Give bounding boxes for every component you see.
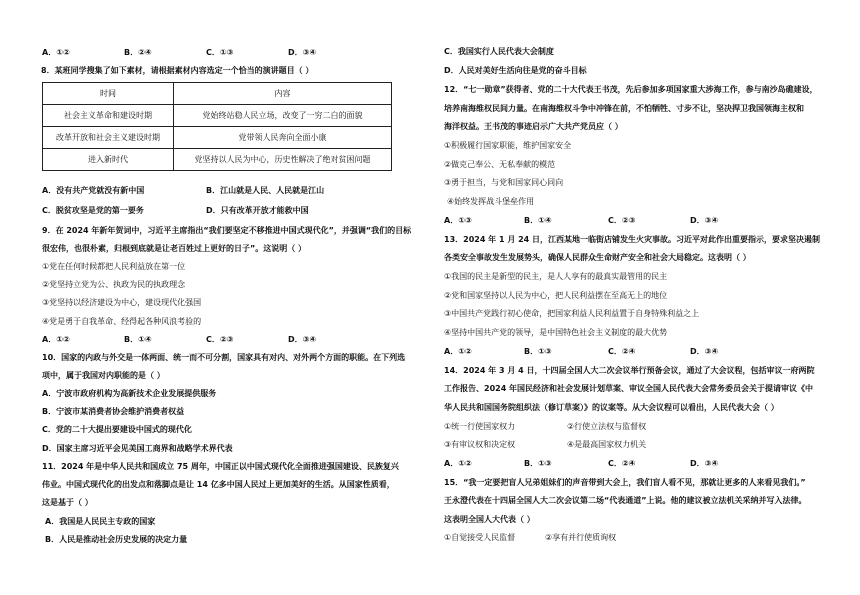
q7-option-d: D．③④ — [288, 48, 317, 57]
q7-option-c: C．①③ — [206, 48, 234, 57]
q8-options-row2 — [42, 207, 392, 217]
q14-items-row1 — [444, 423, 804, 433]
q15-items-row — [444, 534, 804, 544]
q14-item: ②行使立法权与监督权 — [567, 422, 647, 431]
q12-item: ②做克己奉公、无私奉献的模范 — [444, 160, 556, 169]
q11-option-d: D．人民对美好生活向往是党的奋斗目标 — [444, 66, 587, 75]
q9-option-b: B．①④ — [124, 335, 152, 344]
q11-option-c: C．我国实行人民代表大会制度 — [444, 47, 554, 56]
q12-stem-line: 12．“七一勋章”获得者、党的二十大代表王书茂，先后参加多项国家重大涉海工作，参与南沙岛礁建设， — [444, 85, 818, 94]
table-header: 时间 — [43, 83, 174, 105]
table-header: 内容 — [174, 83, 392, 105]
q13-item: ③中国共产党践行初心使命，把国家利益人民利益置于自身特殊利益之上 — [444, 309, 700, 318]
table-cell: 改革开放和社会主义建设时期 — [43, 127, 174, 149]
q14-stem-line: 工作报告、2024 年国民经济和社会发展计划草案、审议全国人民代表大会常务委员会关于提请审议《中 — [444, 384, 814, 393]
q14-items-row2 — [444, 441, 804, 451]
q9-item: ④党是勇于自我革命、经得起各种风浪考验的 — [42, 317, 202, 326]
q12-item: ③勇于担当，与党和国家同心同向 — [444, 178, 564, 187]
q9-option-c: C．②③ — [206, 335, 234, 344]
q10-option-b: B．宁波市某消费者协会维护消费者权益 — [42, 407, 185, 416]
q10-option-a: A．宁波市政府机构为高新技术企业发展提供服务 — [42, 389, 217, 398]
table-header-row — [43, 83, 392, 105]
q14-stem-line: 14．2024 年 3 月 4 日，十四届全国人大二次会议举行预备会议，通过了大会议程，包括审议一府两院 — [444, 366, 815, 375]
q14-options — [444, 460, 804, 470]
q7-option-b: B．②④ — [124, 48, 152, 57]
q11-option-b: B．人民是推动社会历史发展的决定力量 — [45, 535, 188, 544]
q15-stem-line: 15．“我一定要把盲人兄弟姐妹们的声音带到大会上，我们盲人看不见，那就让更多的人来看见我们。” — [444, 478, 806, 487]
q13-stem-line: 13．2024 年 1 月 24 日，江西某地一临街店铺发生火灾事故。习近平对此作出重要指示，要求坚决遏制 — [444, 235, 821, 244]
q14-stem-line: 华人民共和国国务院组织法（修订草案）》的议案等。从大会议程可以看出，人民代表大会（ ） — [444, 403, 779, 412]
q13-item: ①我国的民主是新型的民主，是人人享有的最真实最管用的民主 — [444, 272, 668, 281]
table-row — [43, 127, 392, 149]
q13-option-a: A．①② — [444, 347, 472, 356]
q11-option-a: A．我国是人民民主专政的国家 — [45, 517, 156, 526]
q13-option-b: B．①③ — [524, 347, 552, 356]
table-cell: 进入新时代 — [43, 149, 174, 171]
q8-option-a: A．没有共产党就没有新中国 — [42, 186, 145, 195]
q11-stem-line: 这是基于（ ） — [42, 498, 93, 507]
table-row — [43, 149, 392, 171]
q7-option-a: A．①② — [42, 48, 70, 57]
q13-option-d: D．③④ — [690, 347, 719, 356]
q12-stem-line: 海洋权益。王书茂的事迹启示广大共产党员应（ ） — [444, 122, 623, 131]
table-row — [43, 105, 392, 127]
q15-stem-line: 王永澄代表在十四届全国人大二次会议第二场“代表通道”上说。他的建议被立法机关采纳并写入法律。 — [444, 496, 807, 505]
q12-option-b: B．①④ — [524, 216, 552, 225]
q12-option-a: A．①③ — [444, 216, 472, 225]
q14-option-d: D．③④ — [690, 459, 719, 468]
q8-option-b: B．江山就是人民、人民就是江山 — [206, 186, 325, 195]
q15-stem-line: 这表明全国人大代表（ ） — [444, 515, 535, 524]
q9-option-a: A．①② — [42, 335, 70, 344]
q14-option-b: B．①③ — [524, 459, 552, 468]
q8-table — [42, 82, 392, 171]
q14-item: ④是最高国家权力机关 — [567, 440, 647, 449]
q13-stem-line: 各类安全事故发生发展势头，确保人民群众生命财产安全和社会大局稳定。这表明（ ） — [444, 253, 751, 262]
q15-item: ①自觉接受人民监督 — [444, 533, 516, 542]
q8-stem: 8．某班同学搜集了如下素材，请根据素材内容选定一个恰当的演讲题目（ ） — [41, 66, 314, 75]
q12-item: ④始终发挥战斗堡垒作用 — [447, 197, 535, 206]
q10-stem-line: 项中，属于我国对内职能的是（ ） — [42, 371, 165, 380]
q14-item: ①统一行使国家权力 — [444, 422, 516, 431]
q13-option-c: C．②④ — [608, 347, 636, 356]
q12-item: ①积极履行国家职能，维护国家安全 — [444, 141, 572, 150]
q11-stem-line: 伟业。中国式现代化的出发点和落脚点是让 14 亿多中国人民过上更加美好的生活。从国家性质看， — [42, 480, 395, 489]
q12-stem-line: 培养南海维权民间力量。在南海维权斗争中冲锋在前，不怕牺牲、寸步不让，坚决捍卫我国领海主权和 — [444, 104, 804, 113]
q12-option-d: D．③④ — [690, 216, 719, 225]
q14-option-a: A．①② — [444, 459, 472, 468]
q9-item: ①党在任何时候都把人民利益放在第一位 — [42, 262, 186, 271]
q10-option-d: D．国家主席习近平会见美国工商界和战略学术界代表 — [42, 444, 233, 453]
q13-item: ④坚持中国共产党的领导，是中国特色社会主义制度的最大优势 — [444, 328, 668, 337]
q13-item: ②党和国家坚持以人民为中心，把人民利益摆在至高无上的地位 — [444, 291, 668, 300]
q9-options — [42, 336, 392, 346]
table-cell: 党带领人民奔向全面小康 — [174, 127, 392, 149]
q15-item: ②享有并行使质询权 — [545, 533, 617, 542]
q10-option-c: C．党的二十大提出要建设中国式的现代化 — [42, 425, 192, 434]
q8-option-c: C．脱贫攻坚是党的第一要务 — [42, 206, 144, 215]
q9-item: ③党坚持以经济建设为中心，建设现代化强国 — [42, 298, 202, 307]
q9-option-d: D．③④ — [288, 335, 317, 344]
q9-stem-line: 9．在 2024 年新年贺词中，习近平主席指出“我们要坚定不移推进中国式现代化”，并强调“我们的目标 — [42, 226, 412, 235]
table-cell: 党始终站稳人民立场，改变了一穷二白的面貌 — [174, 105, 392, 127]
q14-option-c: C．②④ — [608, 459, 636, 468]
q13-options — [444, 348, 804, 358]
q14-item: ③有审议权和决定权 — [444, 440, 516, 449]
q10-stem-line: 10．国家的内政与外交是一体两面、统一而不可分割，国家具有对内、对外两个方面的职能。在下列选 — [42, 353, 406, 362]
q7-options — [42, 49, 392, 59]
table-cell: 社会主义革命和建设时期 — [43, 105, 174, 127]
q11-stem-line: 11．2024 年是中华人民共和国成立 75 周年，中国正以中国式现代化全面推进强国建设、民族复兴 — [42, 462, 399, 471]
q12-option-c: C．②③ — [608, 216, 636, 225]
q9-stem-line: 很宏伟，也很朴素，归根到底就是让老百姓过上更好的日子”。这说明（ ） — [42, 244, 307, 253]
q8-option-d: D．只有改革开放才能救中国 — [206, 206, 309, 215]
q8-options-row1 — [42, 187, 392, 197]
q9-item: ②党坚持立党为公、执政为民的执政理念 — [42, 280, 186, 289]
table-cell: 党坚持以人民为中心，历史性解决了绝对贫困问题 — [174, 149, 392, 171]
q12-options — [444, 217, 804, 227]
